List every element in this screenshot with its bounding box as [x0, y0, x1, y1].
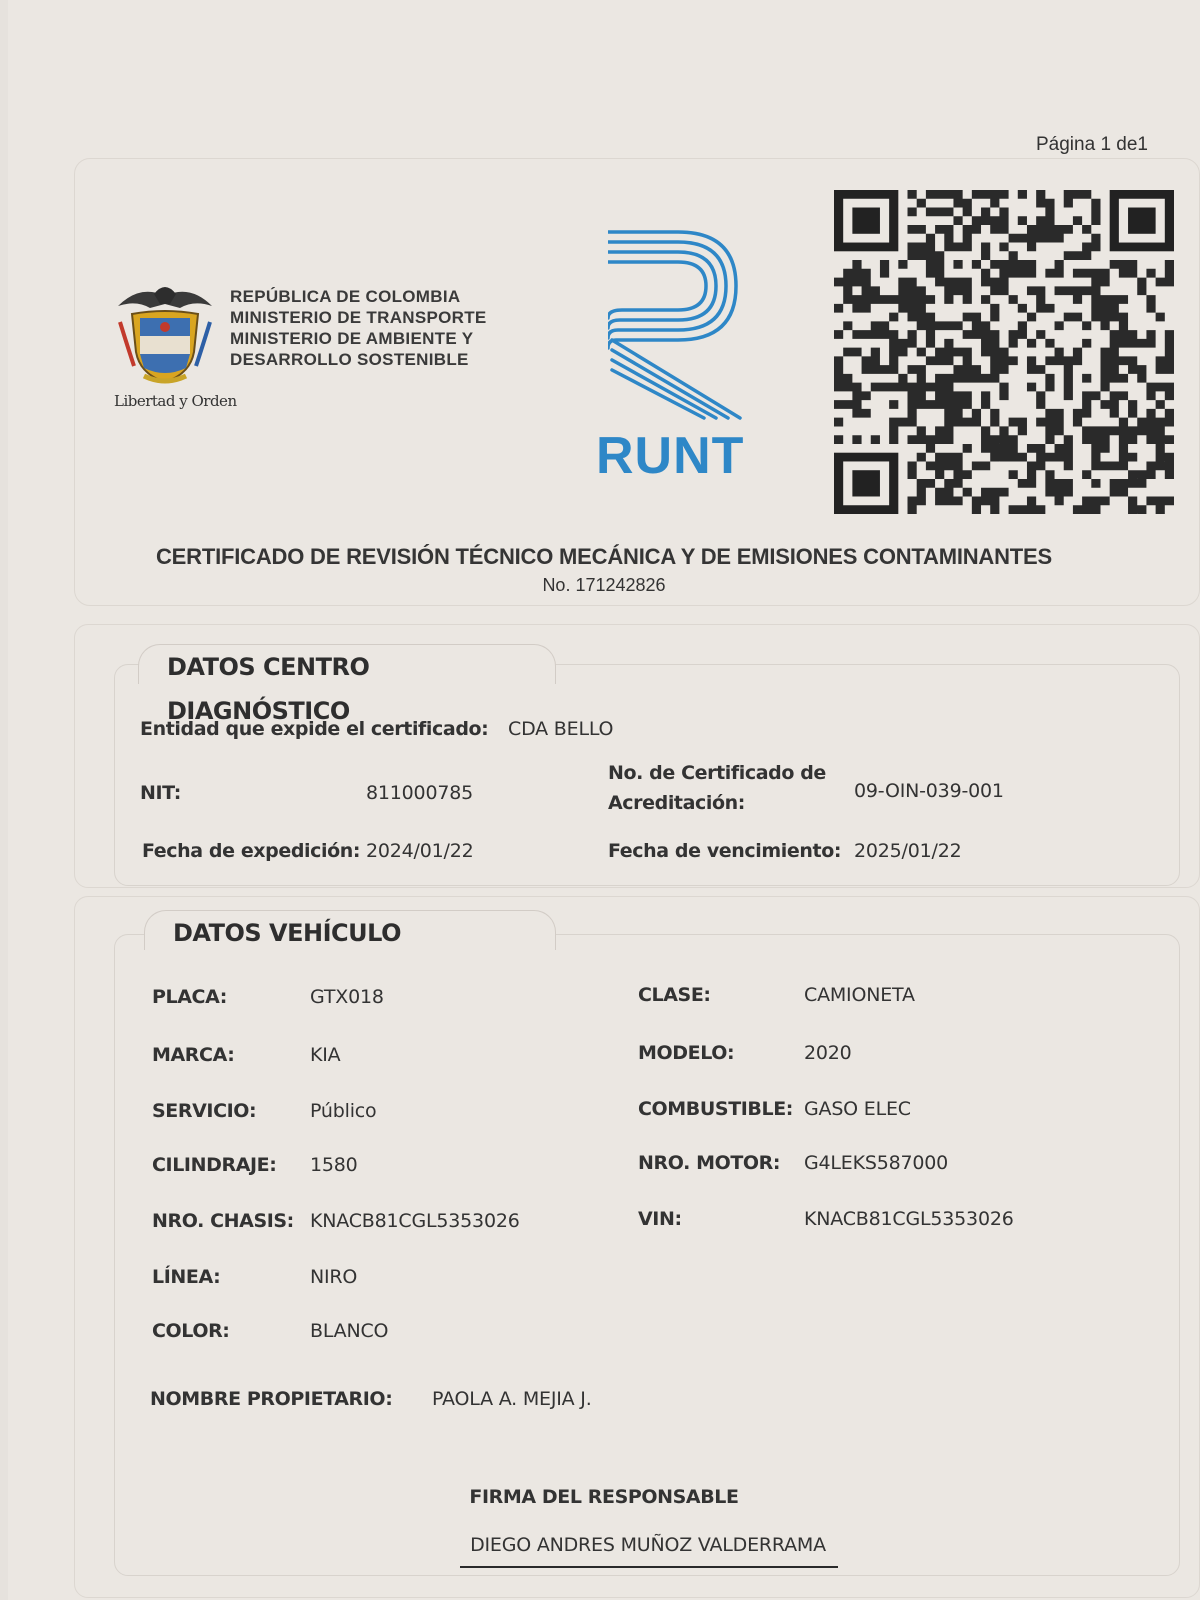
vin-label: VIN:: [638, 1208, 682, 1230]
qr-code-icon: [834, 190, 1174, 514]
cilindraje-value: 1580: [310, 1154, 358, 1176]
linea-label: LÍNEA:: [152, 1266, 221, 1288]
nit-label: NIT:: [140, 782, 181, 804]
owner-value: PAOLA A. MEJIA J.: [432, 1388, 592, 1410]
placa-value: GTX018: [310, 986, 384, 1008]
vin-value: KNACB81CGL5353026: [804, 1208, 1014, 1230]
clase-value: CAMIONETA: [804, 984, 915, 1006]
certificate-number: No. 171242826: [542, 575, 666, 595]
entity-label: Entidad que expide el certificado:: [140, 718, 489, 740]
modelo-value: 2020: [804, 1042, 852, 1064]
servicio-value: Público: [310, 1100, 377, 1122]
chasis-value: KNACB81CGL5353026: [310, 1210, 520, 1232]
accreditation-label-line2: Acreditación:: [608, 792, 745, 814]
gov-line-3: MINISTERIO DE AMBIENTE Y: [230, 329, 474, 348]
expiry-date-value: 2025/01/22: [854, 840, 962, 862]
expiry-date-label: Fecha de vencimiento:: [608, 840, 842, 862]
combustible-value: GASO ELEC: [804, 1098, 911, 1120]
owner-label: NOMBRE PROPIETARIO:: [150, 1388, 393, 1410]
motor-value: G4LEKS587000: [804, 1152, 949, 1174]
chasis-label: NRO. CHASIS:: [152, 1210, 294, 1232]
entity-value: CDA BELLO: [508, 718, 614, 740]
gov-line-4: DESARROLLO SOSTENIBLE: [230, 350, 469, 369]
accreditation-label-line1: No. de Certificado de: [608, 762, 826, 784]
marca-label: MARCA:: [152, 1044, 235, 1066]
color-value: BLANCO: [310, 1320, 389, 1342]
clase-label: CLASE:: [638, 984, 711, 1006]
signature-label: FIRMA DEL RESPONSABLE: [469, 1486, 739, 1508]
placa-label: PLACA:: [152, 986, 227, 1008]
linea-value: NIRO: [310, 1266, 358, 1288]
servicio-label: SERVICIO:: [152, 1100, 257, 1122]
nit-value: 811000785: [366, 782, 473, 804]
motto: Libertad y Orden: [114, 392, 237, 410]
coat-of-arms-icon: [110, 278, 220, 388]
signature-line: [460, 1566, 838, 1568]
issue-date-label: Fecha de expedición:: [142, 840, 361, 862]
certificate-page: [8, 0, 1200, 1600]
issue-date-value: 2024/01/22: [366, 840, 474, 862]
diagnostic-center-title: DATOS CENTRO DIAGNÓSTICO: [138, 644, 556, 684]
certificate-title: CERTIFICADO DE REVISIÓN TÉCNICO MECÁNICA Y DE EMISIONES CONTAMINANTES: [155, 544, 1052, 569]
government-heading: [230, 286, 487, 370]
gov-line-2: MINISTERIO DE TRANSPORTE: [230, 308, 487, 327]
cilindraje-label: CILINDRAJE:: [152, 1154, 277, 1176]
marca-value: KIA: [310, 1044, 341, 1066]
runt-logo-text: RUNT: [596, 427, 745, 485]
modelo-label: MODELO:: [638, 1042, 735, 1064]
vehicle-title: DATOS VEHÍCULO: [144, 910, 556, 950]
runt-logo-icon: [608, 228, 758, 423]
gov-line-1: REPÚBLICA DE COLOMBIA: [230, 287, 461, 306]
page-number: Página 1 de1: [1036, 134, 1148, 155]
vehicle-panel: [114, 934, 1180, 1576]
accreditation-value: 09-OIN-039-001: [854, 780, 1004, 802]
color-label: COLOR:: [152, 1320, 230, 1342]
combustible-label: COMBUSTIBLE:: [638, 1098, 793, 1120]
signature-name: DIEGO ANDRES MUÑOZ VALDERRAMA: [470, 1534, 826, 1556]
motor-label: NRO. MOTOR:: [638, 1152, 781, 1174]
